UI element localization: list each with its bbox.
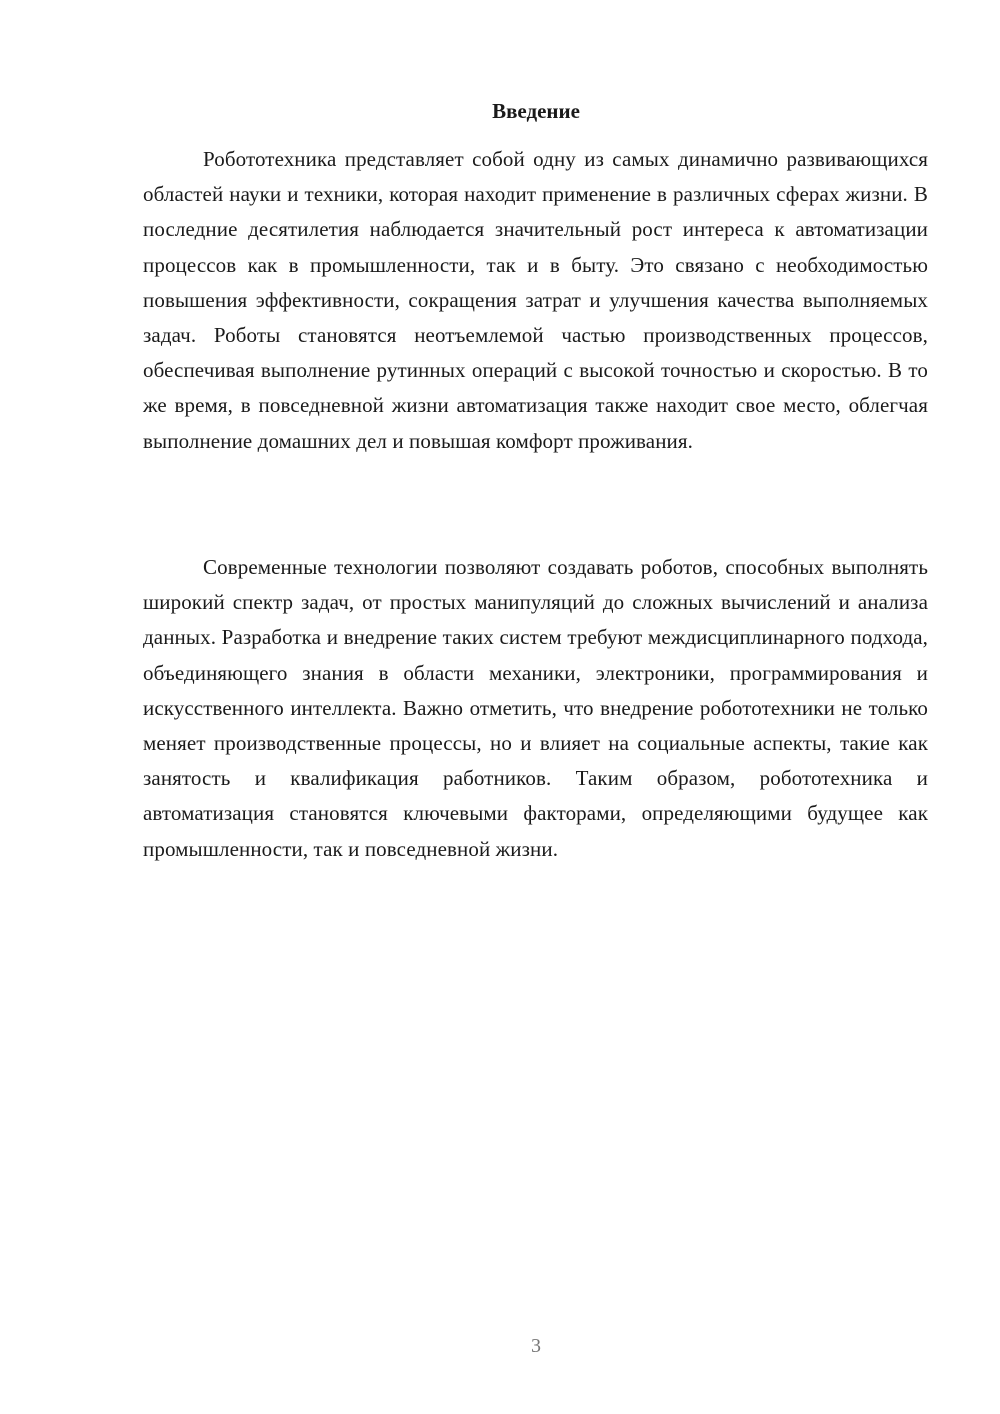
section-heading: Введение xyxy=(492,99,580,123)
paragraph-technologies: Современные технологии позволяют создавать роботов, способных выполнять широкий спектр задач, от простых манипуляций до сложных вычислений и анализа данных. Разработка и внедрение таких систем требуют междисциплинарного подхода, объединяющего знания в области механики, электроники, программирования и искусственного интеллекта. Важно отметить, что внедрение робототехники не только меняет производственные процессы, но и влияет на социальные аспекты, такие как занятость и квалификация работников. Таким образом, робототехника и автоматизация становятся ключевыми факторами, определяющими будущее как промышленности, так и повседневной жизни. xyxy=(143,555,928,861)
page-number: 3 xyxy=(531,1335,541,1357)
paragraph-intro: Робототехника представляет собой одну из самых динамично развивающихся областей науки и техники, которая находит применение в различных сферах жизни. В последние десятилетия наблюдается значительный рост интереса к автоматизации процессов как в промышленности, так и в быту. Это связано с необходимостью повышения эффективности, сокращения затрат и улучшения качества выполняемых задач. Роботы становятся неотъемлемой частью производственных процессов, обеспечивая выполнение рутинных операций с высокой точностью и скоростью. В то же время, в повседневной жизни автоматизация также находит свое место, облегчая выполнение домашних дел и повышая комфорт проживания. xyxy=(143,147,928,453)
